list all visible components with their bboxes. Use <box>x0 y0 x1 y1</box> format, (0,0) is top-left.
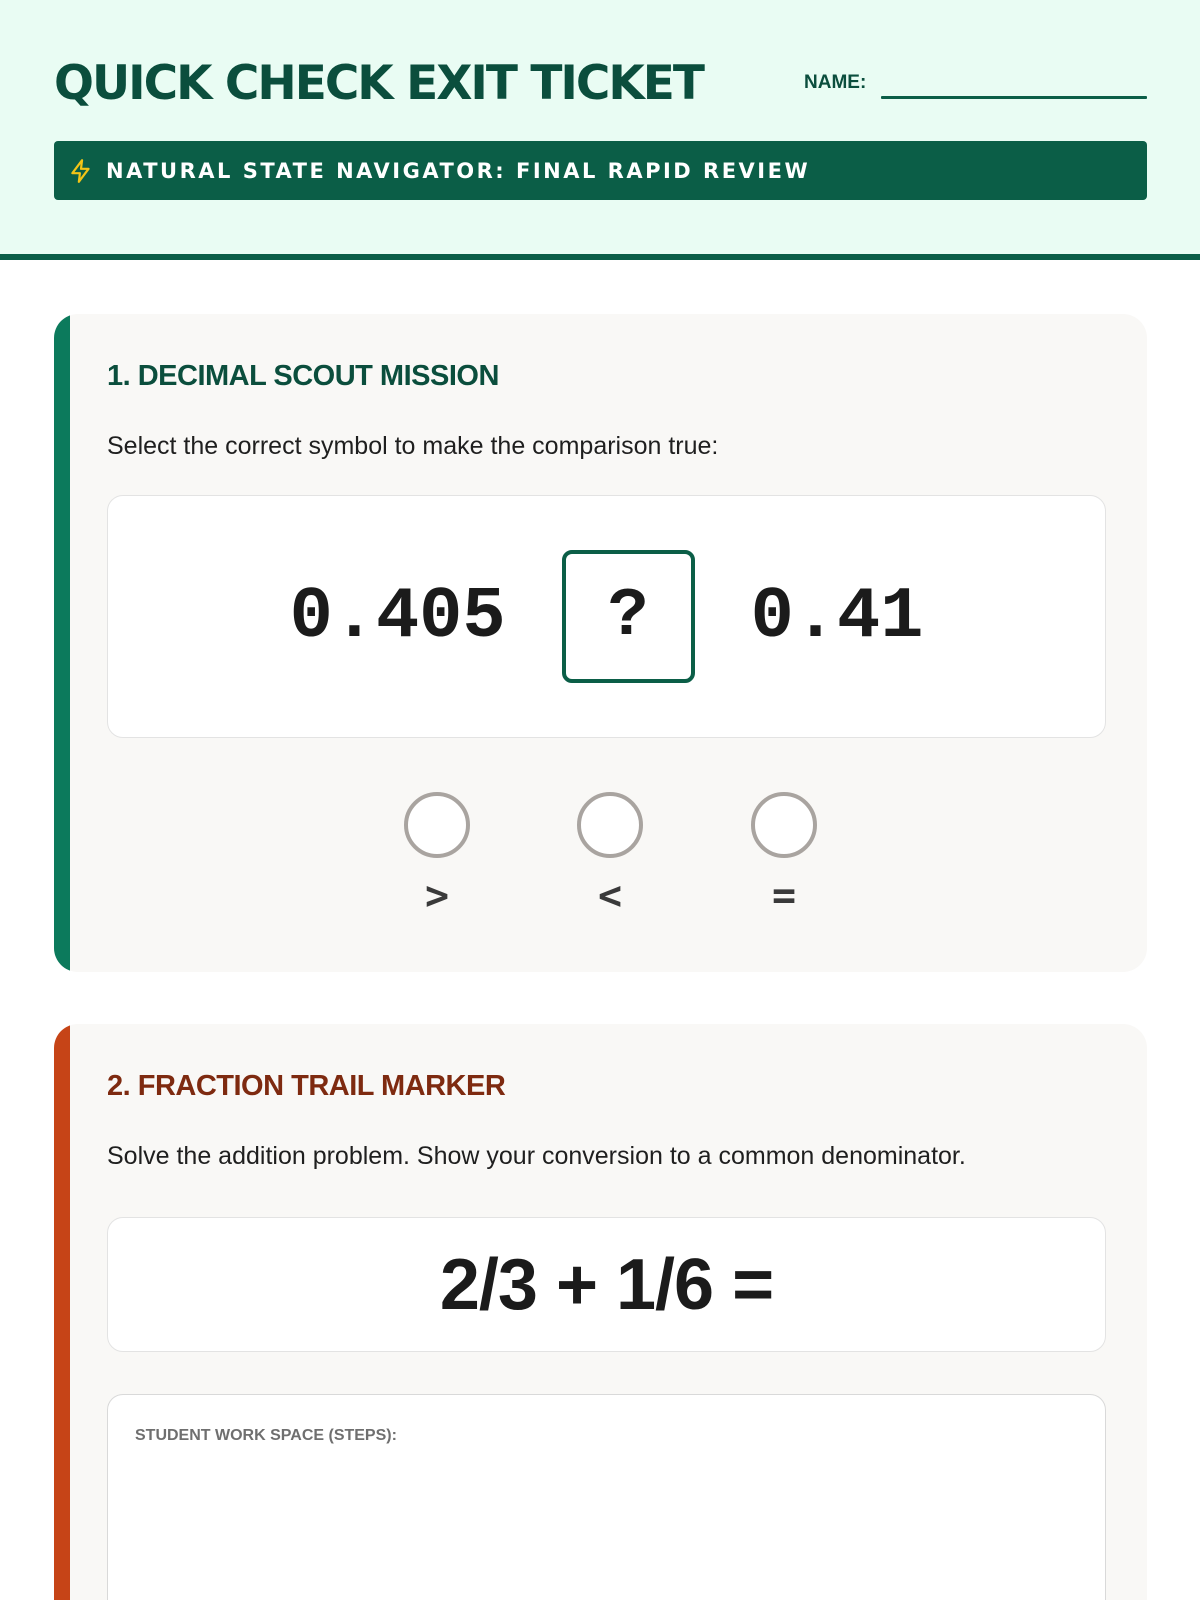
option-label: < <box>597 873 623 919</box>
question-mark: ? <box>607 578 649 655</box>
option-label: > <box>424 873 450 919</box>
option-label: = <box>771 873 797 919</box>
work-space-label: STUDENT WORK SPACE (STEPS): <box>135 1427 397 1444</box>
question-1-title: 1. DECIMAL SCOUT MISSION <box>107 360 499 392</box>
question-1-instruction: Select the correct symbol to make the comparison true: <box>107 432 719 460</box>
option-greater-than[interactable] <box>402 792 472 919</box>
comparison-box <box>107 495 1106 738</box>
header <box>0 0 1200 260</box>
page-title: QUICK CHECK EXIT TICKET <box>54 56 703 111</box>
right-value: 0.41 <box>750 575 924 658</box>
banner-text: NATURAL STATE NAVIGATOR: FINAL RAPID REVIEW <box>106 158 811 183</box>
lightning-bolt-icon <box>68 158 94 184</box>
name-field[interactable] <box>881 96 1147 99</box>
equation-box <box>107 1217 1106 1352</box>
option-equal[interactable] <box>749 792 819 919</box>
radio-button[interactable] <box>577 792 643 858</box>
option-less-than[interactable] <box>575 792 645 919</box>
question-1-card <box>54 314 1147 972</box>
question-2-instruction: Solve the addition problem. Show your conversion to a common denominator. <box>107 1142 966 1170</box>
symbol-options <box>54 792 1147 942</box>
name-label: NAME: <box>804 72 867 93</box>
question-2-title: 2. FRACTION TRAIL MARKER <box>107 1070 506 1102</box>
card-accent-bar <box>54 1024 70 1600</box>
question-2-card <box>54 1024 1147 1600</box>
radio-button[interactable] <box>404 792 470 858</box>
equation: 2/3 + 1/6 = <box>439 1244 774 1325</box>
answer-symbol-box <box>562 550 695 683</box>
left-value: 0.405 <box>289 575 506 658</box>
work-space[interactable] <box>107 1394 1106 1600</box>
banner <box>54 141 1147 200</box>
radio-button[interactable] <box>751 792 817 858</box>
